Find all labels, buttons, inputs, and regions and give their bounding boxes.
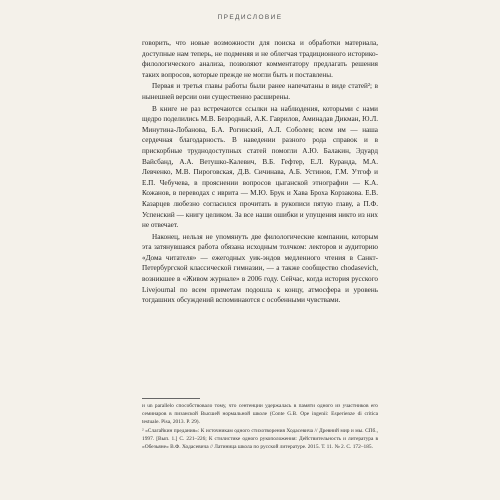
- paragraph: говорить, что новые возможности для поиска и обработки материала, доступные нам теперь, не подменяя и не облегчая традиционного историко-филологического анализа, позволяют комментатору предлагать решения таких вопросов, которые прежде не могли быть и поставлены.: [142, 39, 378, 79]
- footnote: ² «Слагайкин предания»: К источникам одного стихотворения Ходасевича // Древний мир и мы. СПб., 1997. [Вып. 1.] С. 221–226; К стилистике одного рукоположения: Действительность и литература в «Обезьяне» В.Ф. Ходасевича // Латиница школа по русской литературе. 2015. Т. 11. № 2. С. 172–185.: [142, 427, 378, 450]
- paragraph: В книге не раз встречаются ссылки на наблюдения, которыми с нами щедро поделились М.В. Безродный, А.К. Гаврилов, Аминадав Дикман, Ю.Л. Минутина-Лобанова, Б.А. Рогинский, А.Л. Соболев; всем им — наша сердечная благодарность. В наведении разного рода справок и в прискорбные труднодоступных статей помогли А.Ю. Балакин, Эдуард Вайсбанд, А.А. Ветушко-Калевич, В.Б. Гефтер, Е.Л. Куранда, М.А. Левченко, М.В. Пироговская, Д.В. Сичинава, А.Б. Устинов, Г.М. Утгоф и Е.П. Чебучева, в прояснении вопросов цыганской этнографии — К.А. Кожанов, в переводах с иврита — М.Ю. Брук и Хава Броха Корзакова. Е.В. Казарцев любезно согласился прочитать в рукописи пятую главу, а П.Ф. Успенский — книгу целиком. За все наши ошибки и упущения никто из них не отвечает.: [142, 104, 378, 230]
- footnote: и un parallelo способствовало тому, что сентенции удержалась в памяти одного из участников его семинаров в пизанской Высшей нормальной школе (Conte G.B. Ope ingenii: Esperienze di critica testuale. Pisa, 2013. P. 29).: [142, 403, 378, 425]
- paragraph: Первая и третья главы работы были ранее напечатаны в виде статей²; в нынешней версии они существенно расширены.: [142, 82, 378, 101]
- main-text: [142, 38, 378, 306]
- paragraph: Наконец, нельзя не упомянуть две филологические компании, которым эта затянувшаяся работа обязана исходным толчком: лекторов и аудиторию «Дома читателя» — ежегодных уик-эндов медленного чтения в Санкт-Петербургской классической гимназии, — а также сообщество chodasevich, возникшее в «Живом журнале» в 2006 году. Сейчас, когда история русского Livejournal по всем приметам подошла к концу, атмосфера и уровень тогдашних обсуждений вспоминаются с особенными чувствами.: [142, 232, 378, 305]
- running-head: ПРЕДИСЛОВИЕ: [217, 14, 283, 21]
- footnotes: [142, 403, 378, 452]
- footnote-divider: [142, 398, 200, 399]
